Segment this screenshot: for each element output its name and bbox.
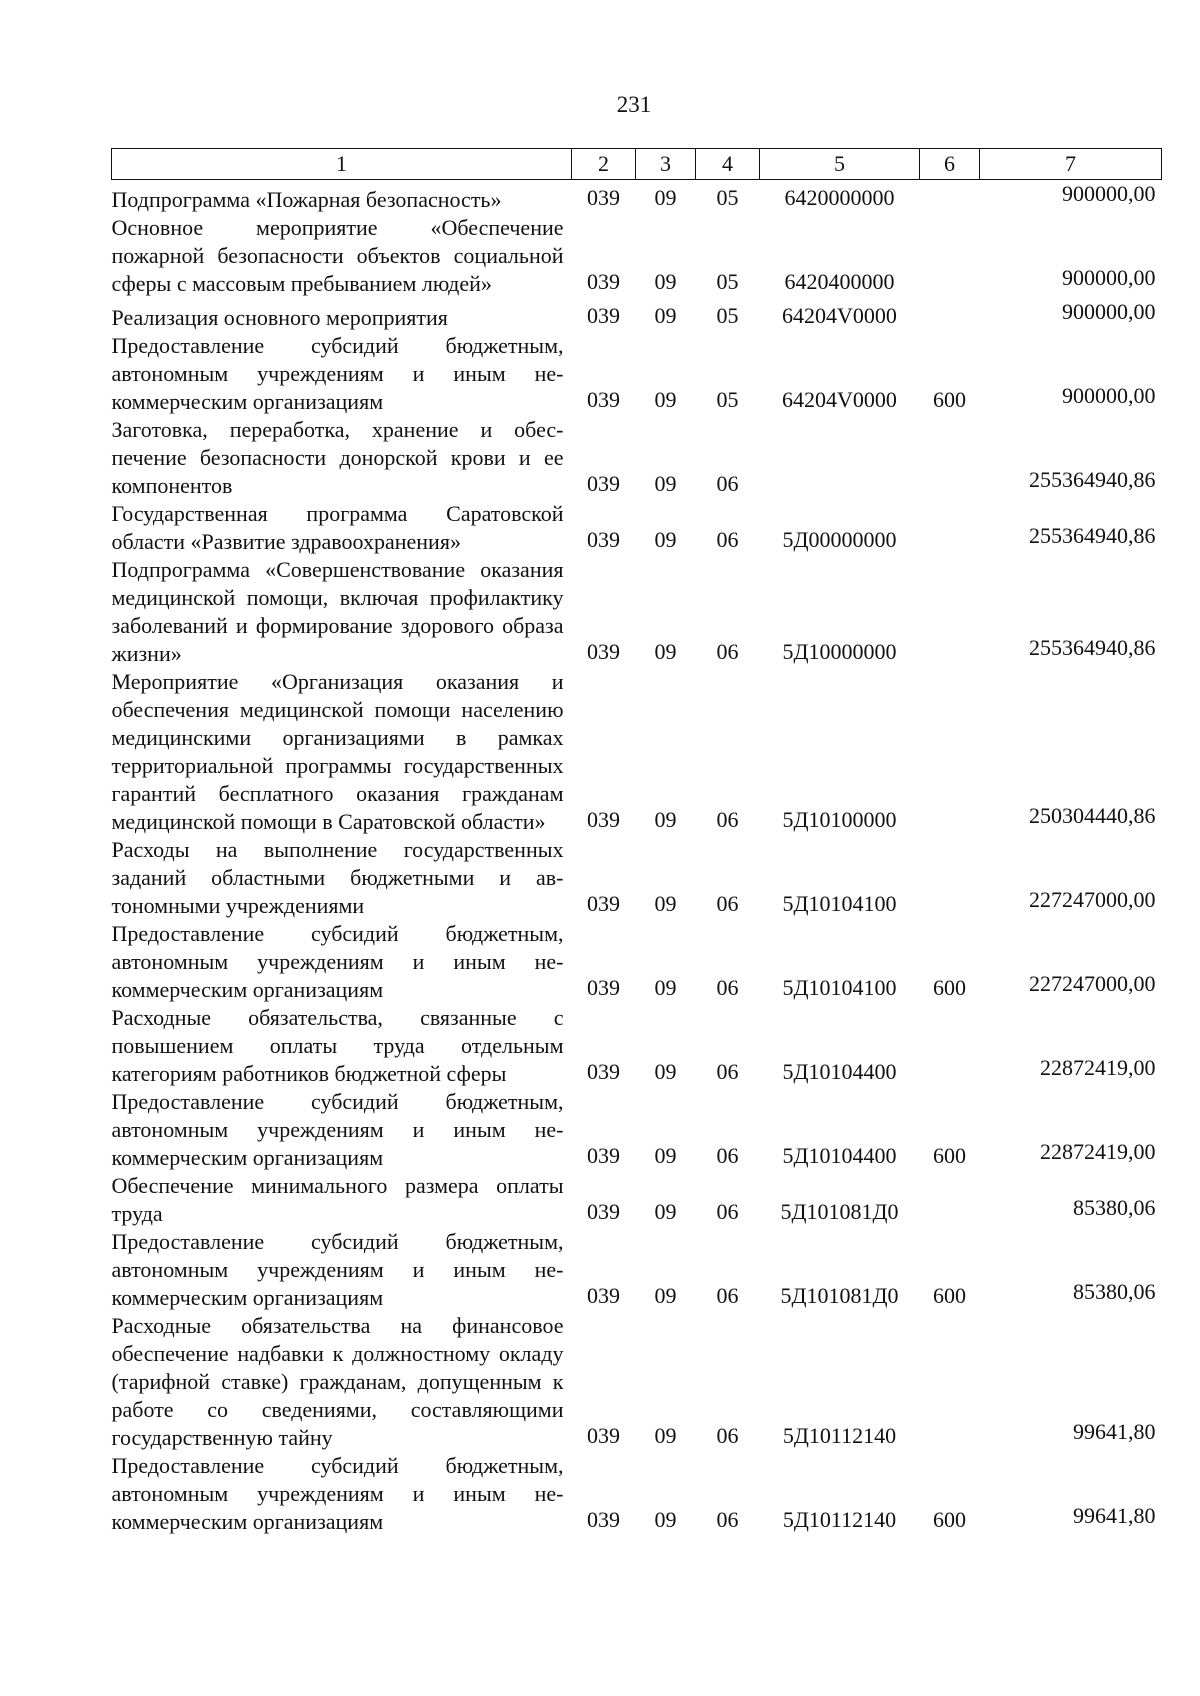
row-code-col4: 05 <box>716 387 739 412</box>
row-code-col6: 600 <box>933 1143 966 1168</box>
row-amount: 22872419,00 <box>1040 1139 1156 1164</box>
row-code-col2: 039 <box>587 387 620 412</box>
row-code-col6 <box>920 1172 980 1228</box>
row-name: Предоставление субсидий бюджетным, автономным учреждениям и иным некоммерческим организациям <box>111 1229 564 1310</box>
row-code-col3: 09 <box>654 1283 677 1308</box>
row-code-col3: 09 <box>654 891 677 916</box>
table-row <box>112 668 1162 836</box>
row-code-col3: 09 <box>654 387 677 412</box>
row-code-col6 <box>920 416 980 500</box>
row-code-col6: 600 <box>933 975 966 1000</box>
row-code-col2: 039 <box>587 303 620 328</box>
row-code-col3: 09 <box>654 269 677 294</box>
row-amount: 22872419,00 <box>1040 1055 1156 1080</box>
row-code-col2: 039 <box>587 1199 620 1224</box>
row-code-col3: 09 <box>654 1423 677 1448</box>
row-code-col2: 039 <box>587 639 620 664</box>
row-name: Расходы на выполнение государственных заданий областными бюджетными и автономными учреждениями <box>111 837 564 918</box>
row-code-col5 <box>760 416 920 500</box>
row-code-col6 <box>920 500 980 556</box>
row-name: Мероприятие «Организация оказания и обеспечения медицинской помощи населению медицинскими организациями в рамках территориальной программы государственных гарантий бесплатного оказания гражданам медицинской помощи в Саратовской области» <box>111 669 564 834</box>
row-code-col4: 06 <box>716 807 739 832</box>
row-code-col3: 09 <box>654 1507 677 1532</box>
row-code-col5: 5Д10104100 <box>782 975 897 1000</box>
row-code-col4: 06 <box>716 1423 739 1448</box>
table-row <box>112 332 1162 416</box>
row-code-col5: 64204V0000 <box>782 303 897 328</box>
row-code-col3: 09 <box>654 471 677 496</box>
row-code-col5: 5Д101081Д0 <box>780 1199 899 1224</box>
header-col-3: 3 <box>636 149 696 180</box>
table-body <box>112 180 1162 1537</box>
row-code-col6 <box>920 214 980 298</box>
row-code-col2: 039 <box>587 1423 620 1448</box>
row-code-col4: 06 <box>716 975 739 1000</box>
table-row <box>112 836 1162 920</box>
row-code-col6: 600 <box>933 1283 966 1308</box>
row-code-col3: 09 <box>654 639 677 664</box>
row-code-col2: 039 <box>587 527 620 552</box>
row-code-col6: 600 <box>933 1507 966 1532</box>
row-name: Заготовка, переработка, хранение и обеспечение безопасности донорской крови и ее компонентов <box>111 417 564 498</box>
row-amount: 227247000,00 <box>1029 971 1156 996</box>
row-code-col2: 039 <box>587 1283 620 1308</box>
row-code-col6 <box>920 298 980 332</box>
row-name: Предоставление субсидий бюджетным, автономным учреждениям и иным некоммерческим организациям <box>111 1089 564 1170</box>
row-code-col5: 5Д10104100 <box>782 891 897 916</box>
row-code-col2: 039 <box>587 1507 620 1532</box>
header-col-5: 5 <box>760 149 920 180</box>
row-name: Основное мероприятие «Обеспечение пожарной безопасности объектов социальной сферы с массовым пребыванием людей» <box>111 215 564 296</box>
row-name: Расходные обязательства, связанные с повышением оплаты труда отдельным категориям работников бюджетной сферы <box>111 1005 564 1086</box>
table-row <box>112 298 1162 332</box>
header-col-6: 6 <box>920 149 980 180</box>
row-code-col3: 09 <box>654 1143 677 1168</box>
row-code-col5: 5Д10104400 <box>782 1059 897 1084</box>
row-code-col5: 5Д10112140 <box>782 1423 897 1448</box>
row-amount: 227247000,00 <box>1029 887 1156 912</box>
row-code-col4: 06 <box>716 527 739 552</box>
row-code-col2: 039 <box>587 471 620 496</box>
table-row <box>112 180 1162 215</box>
header-col-4: 4 <box>696 149 760 180</box>
row-name: Государственная программа Саратовской области «Развитие здравоохранения» <box>111 501 564 554</box>
row-code-col5: 5Д00000000 <box>782 527 897 552</box>
row-code-col4: 06 <box>716 1507 739 1532</box>
row-code-col2: 039 <box>587 975 620 1000</box>
header-col-1: 1 <box>112 149 572 180</box>
page-number: 231 <box>616 92 652 117</box>
header-col-2: 2 <box>572 149 636 180</box>
row-code-col3: 09 <box>654 975 677 1000</box>
row-code-col4: 06 <box>716 891 739 916</box>
row-amount: 99641,80 <box>1073 1503 1156 1528</box>
row-code-col2: 039 <box>587 269 620 294</box>
row-code-col5: 5Д10104400 <box>782 1143 897 1168</box>
row-code-col5: 5Д10112140 <box>782 1507 897 1532</box>
row-code-col6: 600 <box>933 387 966 412</box>
row-code-col2: 039 <box>587 1059 620 1084</box>
row-code-col5: 5Д101081Д0 <box>780 1283 899 1308</box>
row-name: Предоставление субсидий бюджетным, автономным учреждениям и иным некоммерческим организациям <box>111 1453 564 1534</box>
row-code-col3: 09 <box>654 303 677 328</box>
row-code-col6 <box>920 1312 980 1452</box>
row-code-col5: 64204V0000 <box>782 387 897 412</box>
row-amount: 900000,00 <box>1062 383 1156 408</box>
row-code-col4: 06 <box>716 639 739 664</box>
row-code-col4: 05 <box>716 303 739 328</box>
row-name: Предоставление субсидий бюджетным, автономным учреждениям и иным некоммерческим организациям <box>111 921 564 1002</box>
header-col-7: 7 <box>980 149 1162 180</box>
row-code-col2: 039 <box>587 1143 620 1168</box>
table-row <box>112 1228 1162 1312</box>
row-name: Реализация основного мероприятия <box>111 305 448 330</box>
row-amount: 900000,00 <box>1062 265 1156 290</box>
row-code-col4: 06 <box>716 1143 739 1168</box>
row-amount: 900000,00 <box>1062 181 1156 206</box>
row-code-col3: 09 <box>654 1059 677 1084</box>
row-amount: 255364940,86 <box>1029 635 1156 660</box>
table-row <box>112 1172 1162 1228</box>
table-row <box>112 1452 1162 1536</box>
row-code-col5: 5Д10100000 <box>782 807 897 832</box>
row-code-col6 <box>920 668 980 836</box>
row-code-col5: 5Д10000000 <box>782 639 897 664</box>
row-name: Подпрограмма «Совершенствование оказания медицинской помощи, включая профилактику заболеваний и формирование здорового образа жизни» <box>111 557 564 666</box>
row-code-col3: 09 <box>654 527 677 552</box>
row-amount: 250304440,86 <box>1029 803 1156 828</box>
table-row <box>112 1088 1162 1172</box>
row-name: Расходные обязательства на финансовое обеспечение надбавки к должностному окладу (тарифной ставке) гражданам, допущенным к работе со сведениями, составляющими государственную тайну <box>111 1313 564 1450</box>
budget-table <box>111 148 1162 1536</box>
row-amount: 85380,06 <box>1073 1279 1156 1304</box>
header-row <box>112 149 1162 180</box>
table-row <box>112 500 1162 556</box>
row-name: Обеспечение минимального размера оплаты труда <box>111 1173 564 1226</box>
row-code-col6 <box>920 180 980 215</box>
row-code-col4: 06 <box>716 1059 739 1084</box>
row-name: Предоставление субсидий бюджетным, автономным учреждениям и иным некоммерческим организациям <box>111 333 564 414</box>
table-row <box>112 214 1162 298</box>
row-amount: 255364940,86 <box>1029 467 1156 492</box>
table-row <box>112 1312 1162 1452</box>
row-code-col5: 6420400000 <box>784 269 895 294</box>
table-header <box>112 149 1162 180</box>
row-code-col6 <box>920 556 980 668</box>
row-amount: 99641,80 <box>1073 1419 1156 1444</box>
row-code-col6 <box>920 1004 980 1088</box>
row-code-col5: 6420000000 <box>784 185 895 210</box>
table-row <box>112 920 1162 1004</box>
table-row <box>112 1004 1162 1088</box>
row-amount: 900000,00 <box>1062 299 1156 324</box>
row-code-col4: 06 <box>716 1199 739 1224</box>
row-code-col3: 09 <box>654 1199 677 1224</box>
row-code-col2: 039 <box>587 807 620 832</box>
row-code-col2: 039 <box>587 891 620 916</box>
row-code-col4: 05 <box>716 269 739 294</box>
table-row <box>112 556 1162 668</box>
row-code-col2: 039 <box>587 185 620 210</box>
row-amount: 255364940,86 <box>1029 523 1156 548</box>
row-code-col4: 06 <box>716 1283 739 1308</box>
table-row <box>112 416 1162 500</box>
row-code-col3: 09 <box>654 807 677 832</box>
row-amount: 85380,06 <box>1073 1195 1156 1220</box>
row-name: Подпрограмма «Пожарная безопасность» <box>111 187 502 212</box>
row-code-col3: 09 <box>654 185 677 210</box>
row-code-col4: 05 <box>716 185 739 210</box>
row-code-col6 <box>920 836 980 920</box>
row-code-col4: 06 <box>716 471 739 496</box>
